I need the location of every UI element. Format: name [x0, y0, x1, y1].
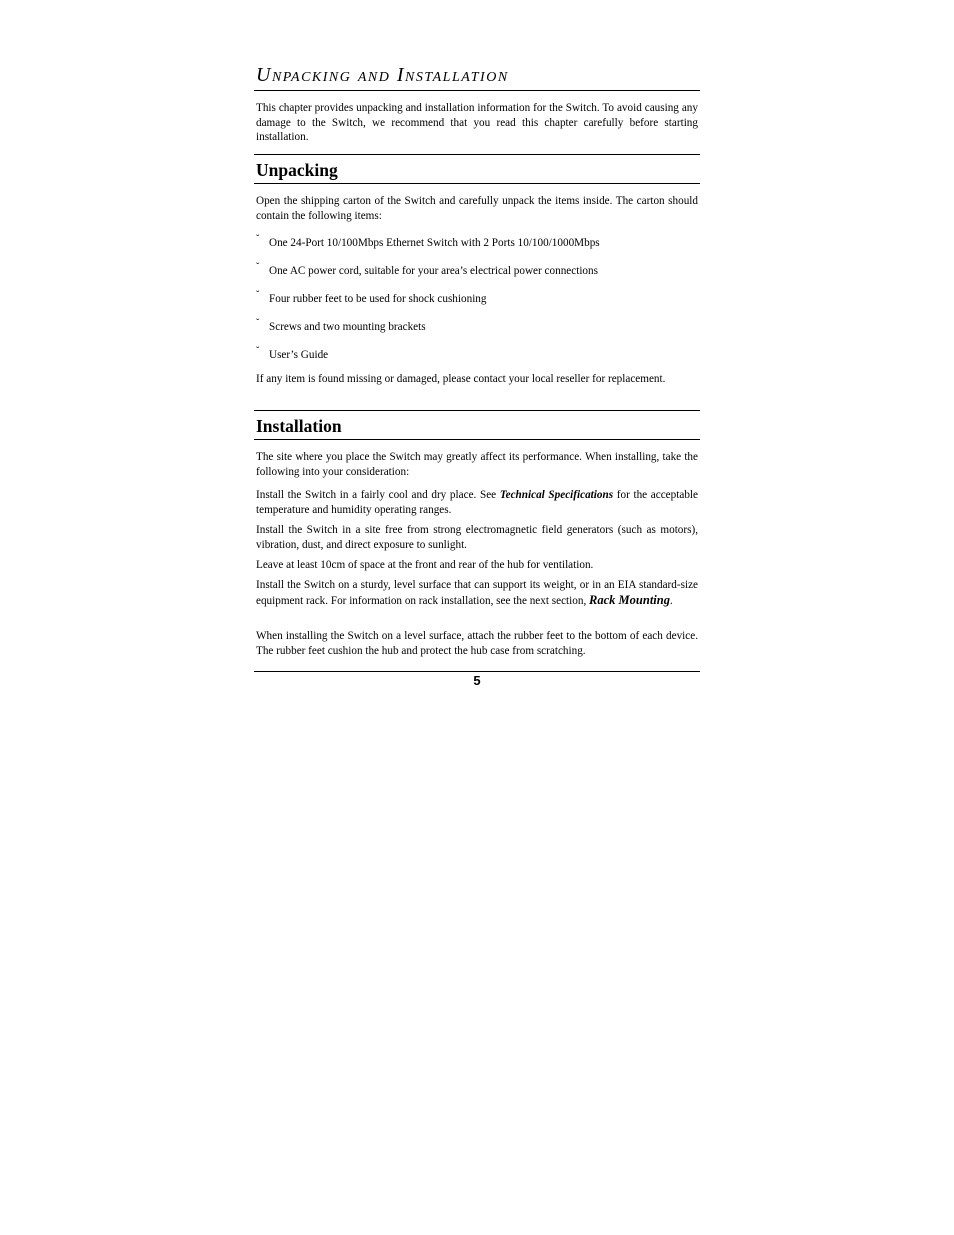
paragraph-text: . — [669, 594, 673, 607]
unpacking-intro: Open the shipping carton of the Switch and carefully unpack the items inside. The carton should contain the following items: — [256, 195, 698, 222]
section-rule-top — [254, 154, 700, 155]
section-rule-top — [254, 410, 700, 411]
installation-intro: The site where you place the Switch may greatly affect its performance. When installing, take the following into your consideration: — [256, 451, 698, 478]
bullet-mark: ˇ — [256, 234, 260, 245]
paragraph-text: Install the Switch in a fairly cool and dry place. See — [256, 489, 500, 501]
installation-heading: Installation — [256, 416, 342, 436]
paragraph-text: for the acceptable temperature and humidity operating ranges. — [256, 489, 698, 516]
list-item-text: Four rubber feet to be used for shock cushioning — [269, 293, 487, 305]
chapter-title: Unpacking and Installation — [256, 64, 509, 86]
bullet-mark: ˇ — [256, 318, 260, 329]
section-rule-bottom — [254, 439, 700, 440]
title-rule — [254, 90, 700, 91]
technical-specifications-reference: Technical Specifications — [499, 489, 614, 501]
installation-paragraph — [256, 488, 698, 517]
paragraph-text: Install the Switch on a sturdy, level surface that can support its weight, or in an EIA standard-size equipment rack. For information on rack installation, see the next section, — [256, 579, 698, 607]
installation-paragraph — [256, 578, 698, 608]
installation-paragraph: When installing the Switch on a level surface, attach the rubber feet to the bottom of each device. The rubber feet cushion the hub and protect the hub case from scratching. — [256, 630, 698, 657]
bullet-mark: ˇ — [256, 262, 260, 273]
bullet-mark: ˇ — [256, 346, 260, 357]
section-rule-bottom — [254, 183, 700, 184]
rack-mounting-reference: Rack Mounting — [589, 592, 670, 607]
list-item-text: One AC power cord, suitable for your area’s electrical power connections — [269, 265, 598, 277]
list-item-text: Screws and two mounting brackets — [269, 321, 426, 333]
unpacking-closing: If any item is found missing or damaged, please contact your local reseller for replacement. — [256, 373, 666, 385]
chapter-intro: This chapter provides unpacking and installation information for the Switch. To avoid causing any damage to the Switch, we recommend that you read this chapter carefully before starting installation. — [256, 102, 698, 143]
installation-paragraph: Install the Switch in a site free from strong electromagnetic field generators (such as motors), vibration, dust, and direct exposure to sunlight. — [256, 524, 698, 551]
footer-rule — [254, 671, 700, 672]
bullet-mark: ˇ — [256, 290, 260, 301]
list-item-text: User’s Guide — [269, 349, 329, 361]
page-number: 5 — [473, 673, 481, 688]
installation-paragraph: Leave at least 10cm of space at the front and rear of the hub for ventilation. — [256, 559, 594, 571]
unpacking-heading: Unpacking — [256, 160, 338, 180]
list-item-text: One 24-Port 10/100Mbps Ethernet Switch with 2 Ports 10/100/1000Mbps — [269, 237, 600, 249]
